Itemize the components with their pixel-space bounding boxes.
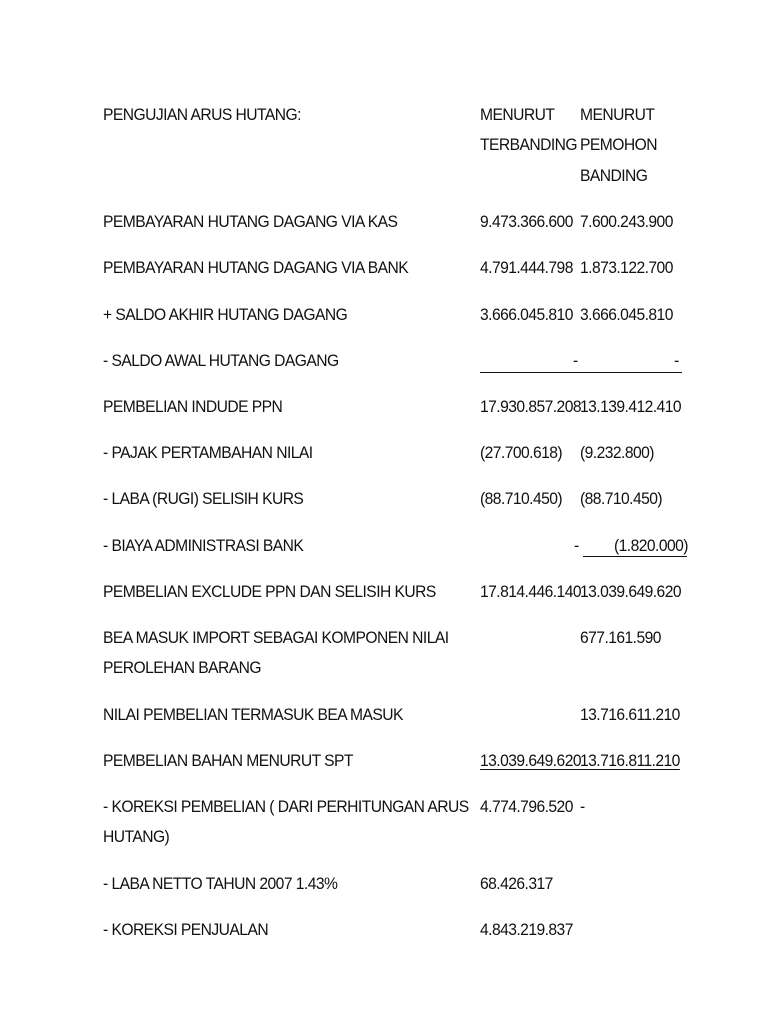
row-value-col1: 4.843.219.837 [480, 920, 573, 939]
row-value-col2: 13.039.649.620 [580, 582, 681, 601]
row-label-biaya-admin: - BIAYA ADMINISTRASI BANK [103, 536, 304, 555]
row-value-col2: 13.139.412.410 [580, 397, 681, 416]
row-value-col1: - [574, 536, 579, 555]
subtotal-underline [583, 556, 687, 557]
row-label-saldo-awal: - SALDO AWAL HUTANG DAGANG [103, 351, 339, 370]
row-value-col1: 9.473.366.600 [480, 212, 573, 231]
row-value-col1: (27.700.618) [480, 443, 563, 462]
row-value-col1: - [573, 351, 578, 370]
row-label-pembelian-include: PEMBELIAN INDUDE PPN [103, 397, 283, 416]
row-value-col2: 1.873.122.700 [580, 258, 673, 277]
row-value-col2: (1.820.000) [614, 536, 688, 555]
row-value-col2: 13.716.811.210 [580, 751, 680, 770]
row-value-col2: 3.666.045.810 [580, 305, 673, 324]
row-label-bea-masuk-line1: BEA MASUK IMPORT SEBAGAI KOMPONEN NILAI [103, 628, 449, 647]
row-label-ppn: - PAJAK PERTAMBAHAN NILAI [103, 443, 313, 462]
col2-header-line2: PEMOHON [580, 135, 657, 154]
row-value-col1: 4.774.796.520 [480, 797, 573, 816]
col1-header-line2: TERBANDING [480, 135, 578, 154]
row-label-bea-masuk-line2: PEROLEHAN BARANG [103, 658, 262, 677]
row-label-bank: PEMBAYARAN HUTANG DAGANG VIA BANK [103, 258, 409, 277]
row-value-col2: 13.716.611.210 [580, 705, 680, 724]
row-value-col1: 3.666.045.810 [480, 305, 573, 324]
col2-header-line3: BANDING [580, 166, 648, 185]
row-value-col1: 4.791.444.798 [480, 258, 573, 277]
row-value-col1: (88.710.450) [480, 489, 563, 508]
row-label-koreksi-penjualan: - KOREKSI PENJUALAN [103, 920, 269, 939]
table-title: PENGUJIAN ARUS HUTANG: [103, 105, 301, 124]
row-value-col2: - [580, 797, 585, 816]
row-value-col1: 13.039.649.620 [480, 751, 581, 770]
row-value-col2: 677.161.590 [580, 628, 661, 647]
row-label-kas: PEMBAYARAN HUTANG DAGANG VIA KAS [103, 212, 398, 231]
row-label-saldo-akhir: + SALDO AKHIR HUTANG DAGANG [103, 305, 348, 324]
row-value-col2: 7.600.243.900 [580, 212, 673, 231]
row-label-koreksi-pembelian-line1: - KOREKSI PEMBELIAN ( DARI PERHITUNGAN ARUS [103, 797, 469, 816]
row-label-selisih-kurs: - LABA (RUGI) SELISIH KURS [103, 489, 304, 508]
row-value-col2: (9.232.800) [580, 443, 654, 462]
row-label-nilai-pembelian: NILAI PEMBELIAN TERMASUK BEA MASUK [103, 705, 403, 724]
row-value-col2: - [674, 351, 679, 370]
row-label-pembelian-exclude: PEMBELIAN EXCLUDE PPN DAN SELISIH KURS [103, 582, 436, 601]
col1-header-line1: MENURUT [480, 105, 555, 124]
row-label-pembelian-spt: PEMBELIAN BAHAN MENURUT SPT [103, 751, 353, 770]
row-label-laba-netto: - LABA NETTO TAHUN 2007 1.43% [103, 874, 338, 893]
row-value-col1: 17.930.857.208 [480, 397, 581, 416]
row-value-col1: 17.814.446.140 [480, 582, 581, 601]
row-value-col2: (88.710.450) [580, 489, 663, 508]
row-label-koreksi-pembelian-line2: HUTANG) [103, 827, 170, 846]
subtotal-underline [480, 372, 682, 373]
col2-header-line1: MENURUT [580, 105, 655, 124]
row-value-col1: 68.426.317 [480, 874, 553, 893]
